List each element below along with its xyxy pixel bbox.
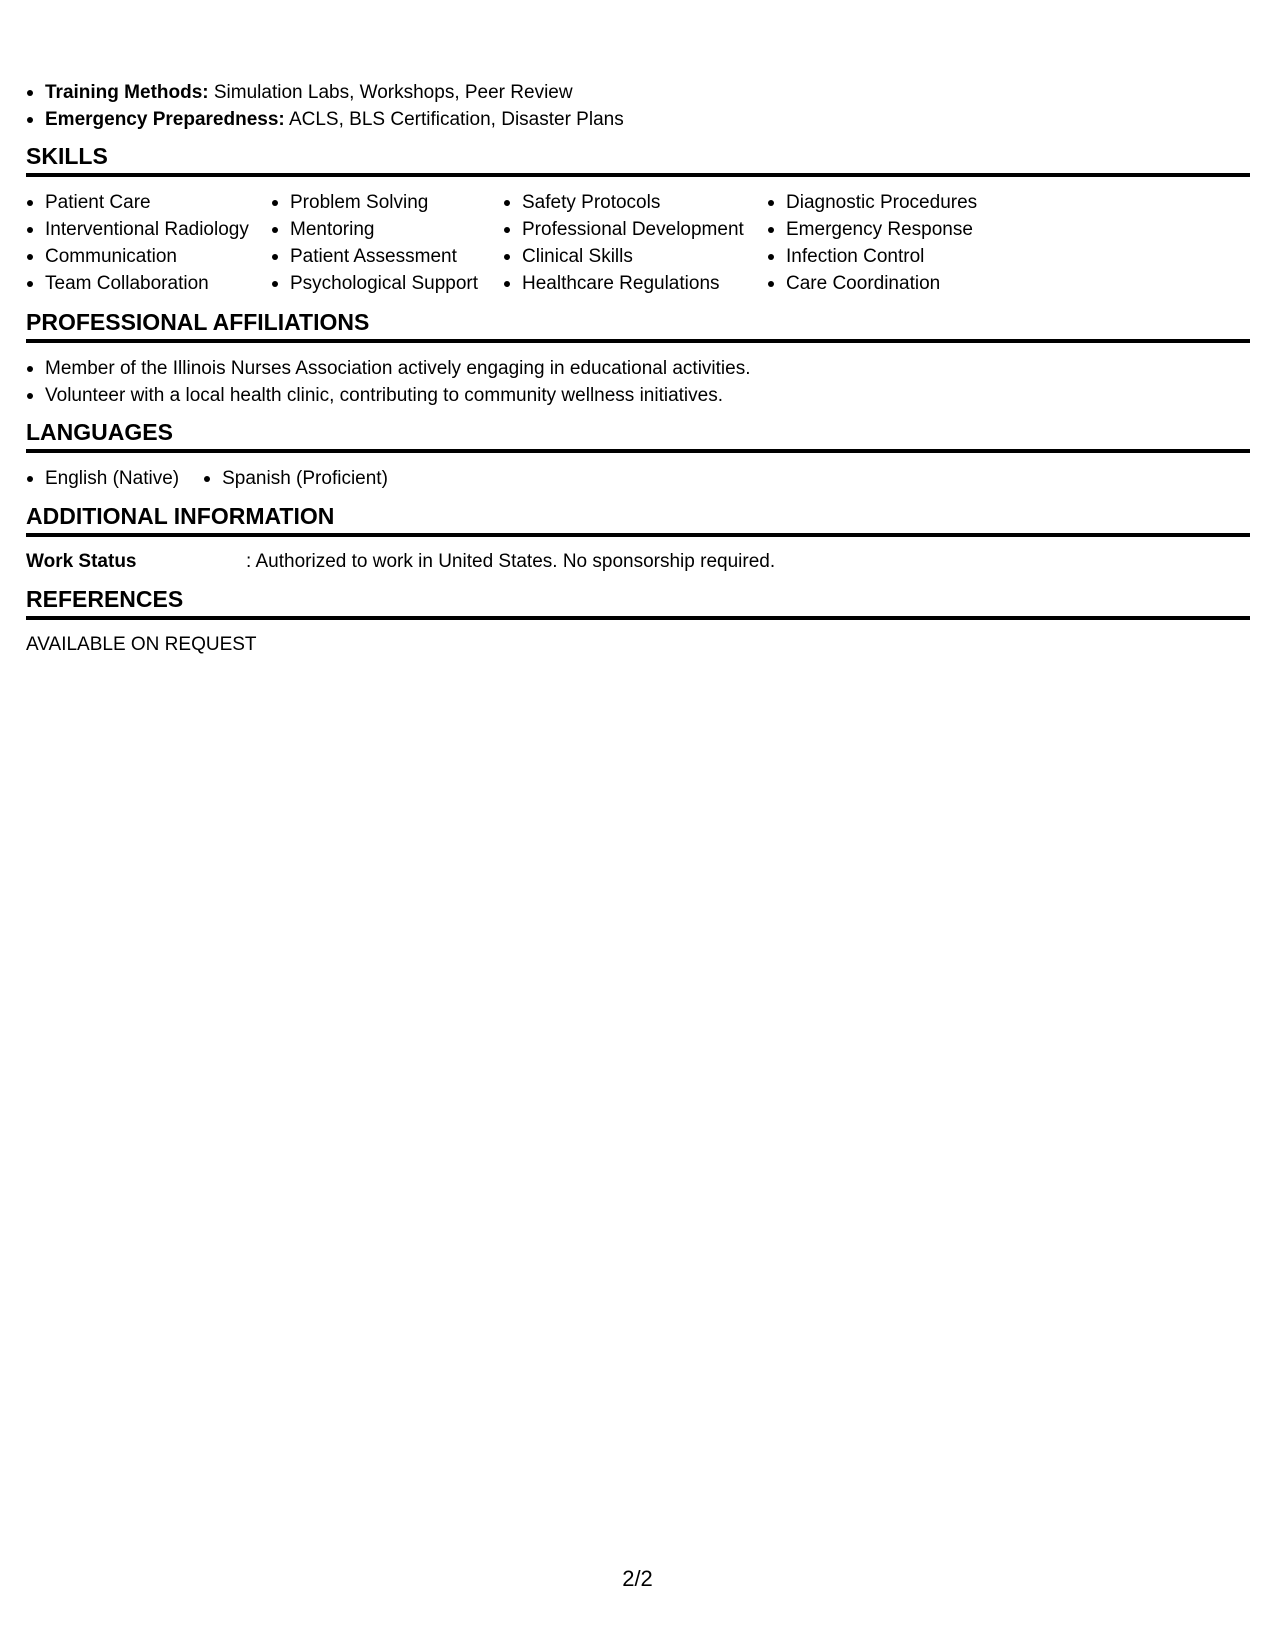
references-text: AVAILABLE ON REQUEST [26, 634, 257, 655]
section-title-affiliations: PROFESSIONAL AFFILIATIONS [26, 308, 1250, 343]
skill-item: Healthcare Regulations [503, 270, 767, 297]
skills-column [767, 189, 1027, 297]
work-status-label: Work Status [26, 551, 137, 572]
list-item [26, 79, 624, 106]
skills-column [271, 189, 503, 297]
item-label: Emergency Preparedness: [45, 109, 285, 130]
skills-column [503, 189, 767, 297]
affiliation-item: Member of the Illinois Nurses Association actively engaging in educational activities. [26, 355, 750, 382]
affiliations-list [26, 355, 750, 409]
work-status-value: : Authorized to work in United States. No sponsorship required. [246, 551, 776, 572]
skill-item: Problem Solving [271, 189, 503, 216]
section-title-references: REFERENCES [26, 585, 1250, 620]
work-status-row [26, 548, 775, 575]
language-item: Spanish (Proficient) [203, 465, 388, 492]
list-item [26, 106, 624, 133]
skill-item: Safety Protocols [503, 189, 767, 216]
section-title-skills: SKILLS [26, 142, 1250, 177]
skill-item: Professional Development [503, 216, 767, 243]
skill-item: Diagnostic Procedures [767, 189, 1027, 216]
page-number: 2/2 [622, 1566, 653, 1591]
languages-list [26, 465, 412, 492]
skill-item: Psychological Support [271, 270, 503, 297]
skill-item: Clinical Skills [503, 243, 767, 270]
skills-column [26, 189, 271, 297]
section-title-additional-info: ADDITIONAL INFORMATION [26, 502, 1250, 537]
skill-details-list [26, 79, 624, 133]
skill-item: Communication [26, 243, 271, 270]
skill-item: Patient Care [26, 189, 271, 216]
affiliation-item: Volunteer with a local health clinic, contributing to community wellness initiatives. [26, 382, 750, 409]
item-text: ACLS, BLS Certification, Disaster Plans [284, 109, 624, 130]
section-title-languages: LANGUAGES [26, 418, 1250, 453]
item-label: Training Methods: [45, 82, 209, 103]
skill-item: Team Collaboration [26, 270, 271, 297]
skill-item: Mentoring [271, 216, 503, 243]
skill-item: Emergency Response [767, 216, 1027, 243]
skill-item: Patient Assessment [271, 243, 503, 270]
skill-item: Infection Control [767, 243, 1027, 270]
skills-grid [26, 189, 1027, 297]
item-text: Simulation Labs, Workshops, Peer Review [208, 82, 573, 103]
skill-item: Care Coordination [767, 270, 1027, 297]
skill-item: Interventional Radiology [26, 216, 271, 243]
language-item: English (Native) [26, 465, 179, 492]
